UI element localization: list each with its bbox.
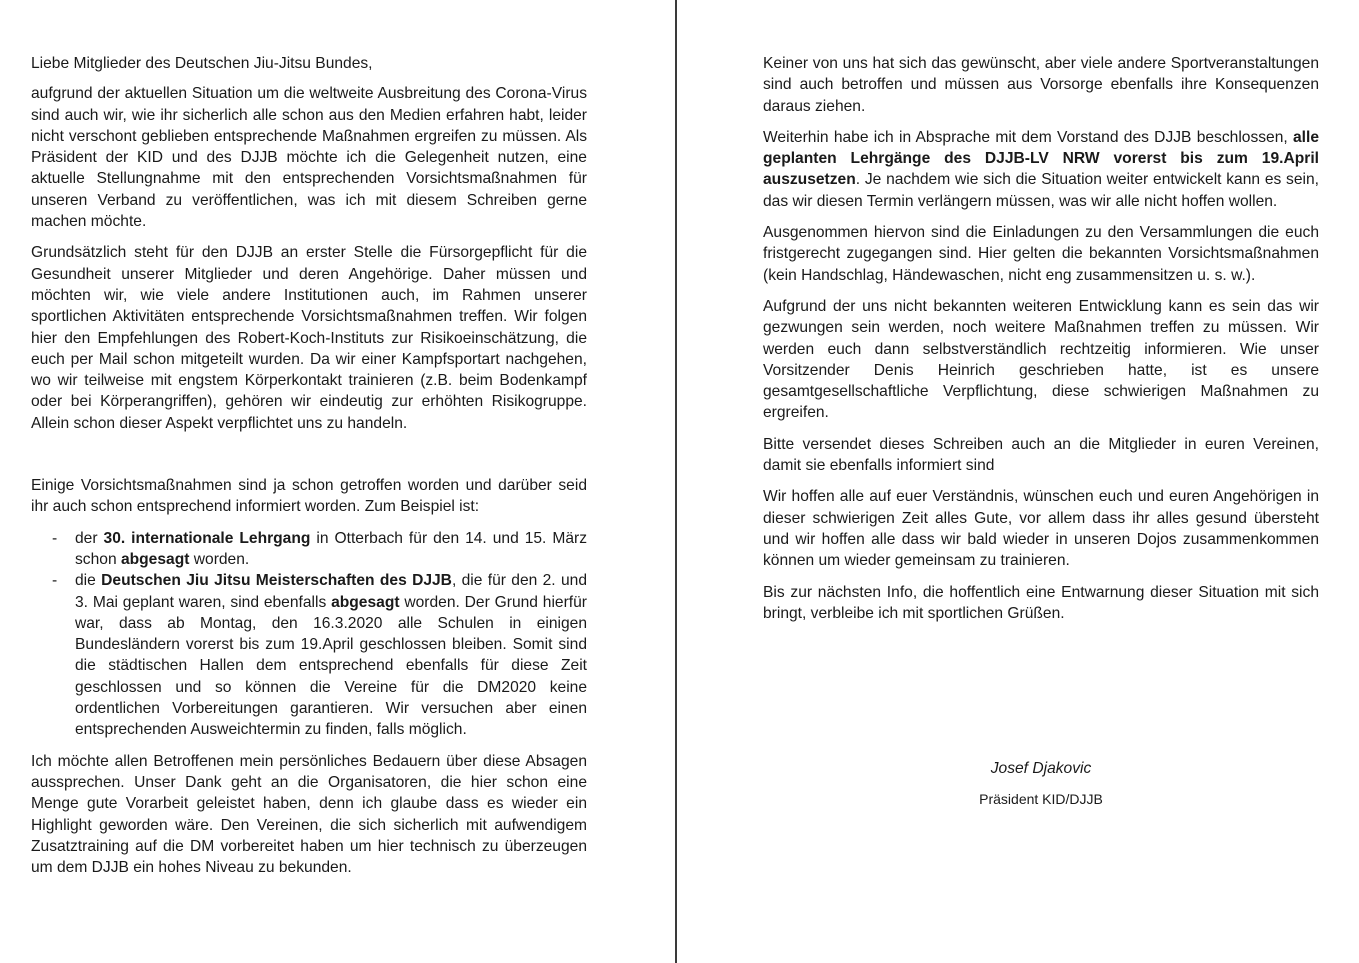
paragraph-measures: Einige Vorsichtsmaßnahmen sind ja schon getroffen worden und darüber seid ihr auch schon entsprechend informiert worden. Zum Beispiel ist: [31, 477, 587, 516]
signature-title: Präsident KID/DJJB [979, 791, 1103, 807]
paragraph-closing: Bis zur nächsten Info, die hoffentlich eine Entwarnung dieser Situation mit sich bringt, verbleibe ich mit sportlichen Grüßen. [763, 583, 1319, 622]
decision-bold-text: alle geplanten Lehrgänge des DJJB-LV NRW vorerst bis zum 19.April auszusetzen [763, 128, 1319, 189]
greeting: Liebe Mitglieder des Deutschen Jiu-Jitsu Bundes, [31, 55, 373, 72]
list-text: die [75, 572, 102, 590]
cancellation-list [31, 528, 587, 741]
paragraph-exceptions: Ausgenommen hiervon sind die Einladungen zu den Versammlungen die euch fristgerecht zugegangen sind. Hier gelten die bekannten Vorsichtsmaßnahmen (kein Handschlag, Händewaschen, nicht eng zusammensitzen u. s. w.). [763, 224, 1319, 284]
paragraph-forward-request: Bitte versendet dieses Schreiben auch an die Mitglieder in euren Vereinen, damit sie ebenfalls informiert sind [763, 435, 1319, 475]
decision-text: Weiterhin habe ich in Absprache mit dem Vorstand des DJJB beschlossen, [763, 128, 1293, 146]
paragraph-regret: Ich möchte allen Betroffenen mein persönliches Bedauern über diese Absagen aussprechen. Unser Dank geht an die Organisatoren, die hier schon eine Menge gute Vorarbeit geleistet haben, denn ich glaube dass es wieder ein Highlight geworden wäre. Den Vereinen, die sich sicherlich mit aufwendigem Zusatztraining auf die DM vorbereitet haben um hier technisch zu überzeugen um dem DJJB ein hohes Niveau zu bekunden. [31, 752, 587, 877]
page-divider [675, 0, 677, 963]
paragraph-further-development: Aufgrund der uns nicht bekannten weiteren Entwicklung kann es sein das wir gezwungen sein werden, noch weitere Maßnahmen treffen zu müssen. Wir werden euch dann selbstverständlich rechtzeitig informieren. Wie unser Vorsitzender Denis Heinrich geschrieben hatte, ist es unsere gesamtgesellschaftliche Verpflichtung, diese schwierigen Maßnahmen zu ergreifen. [763, 297, 1319, 422]
list-text: , die für den 2. und 3. Mai geplant waren, sind ebenfalls [75, 572, 587, 611]
list-dash: - [52, 572, 58, 590]
list-item [31, 570, 587, 740]
list-text: worden. [189, 550, 250, 568]
list-item [31, 528, 587, 571]
signature-name: Josef Djakovic [990, 760, 1092, 777]
list-text: der [75, 529, 104, 547]
left-column [31, 53, 587, 888]
list-bold-text: abgesagt [331, 593, 400, 611]
paragraph-other-events: Keiner von uns hat sich das gewünscht, aber viele andere Sportveranstaltungen sind auch betroffen und müssen aus Vorsorge ebenfalls ihre Konsequenzen daraus ziehen. [763, 55, 1319, 115]
paragraph-wishes: Wir hoffen alle auf euer Verständnis, wünschen euch und euren Angehörigen in dieser schwierigen Zeit alles Gute, vor allem dass ihr alles gesund übersteht und wir hoffen alle dass wir bald wieder in unseren Dojos zusammenkommen können um wieder gemeinsam zu trainieren. [763, 488, 1319, 570]
list-dash: - [52, 529, 58, 547]
spacer [31, 444, 587, 475]
paragraph-care-duty: Grundsätzlich steht für den DJJB an erster Stelle die Fürsorgepflicht für die Gesundheit unserer Mitglieder und deren Angehörige. Daher müssen und möchten wir, wie viele andere Institutionen auch, im Rahmen unserer sportlichen Aktivitäten entsprechende Vorsichtsmaßnahmen treffen. Wir folgen hier den Empfehlungen des Robert-Koch-Instituts zur Risikoeinschätzung, die euch per Mail schon mitgeteilt wurden. Da wir einer Kampfsportart nachgehen, wo wir teilweise mit engstem Körperkontakt trainieren (z.B. beim Bodenkampf oder bei Körperangriffen), gehören wir eindeutig zur erhöhten Risikogruppe. Allein schon dieser Aspekt verpflichtet uns zu handeln. [31, 244, 587, 432]
right-column [763, 53, 1319, 634]
list-text: worden. Der Grund hierfür war, dass ab Montag, den 16.3.2020 alle Schulen in einigen Bundesländern vorerst bis zum 19.April geschlossen bleiben. Somit sind die städtischen Hallen dem entsprechend ebenfalls für diese Zeit geschlossen und so können die Vereine für die DM2020 keine ordentlichen Vorbereitungen garantieren. Wir versuchen aber einen entsprechenden Ausweichtermin zu finden, falls möglich. [75, 593, 587, 739]
decision-text: . Je nachdem wie sich die Situation weiter entwickelt kann es sein, das wir diesen Termin verlängern müssen, was wir alle nicht hoffen wollen. [763, 171, 1319, 210]
list-bold-text: 30. internationale Lehrgang [103, 529, 311, 547]
list-bold-text: Deutschen Jiu Jitsu Meisterschaften des DJJB [101, 572, 452, 590]
list-bold-text: abgesagt [120, 550, 190, 568]
paragraph-intro: aufgrund der aktuellen Situation um die weltweite Ausbreitung des Corona-Virus sind auch wir, wie ihr sicherlich alle schon aus den Medien erfahren habt, leider nicht verschont geblieben entsprechende Maßnahmen ergreifen zu müssen. Als Präsident der KID und des DJJB möchte ich die Gelegenheit nutzen, eine aktuelle Stellungnahme mit den entsprechenden Vorsichtsmaßnahmen für unseren Verband zu veröffentlichen, was ich mit diesem Schreiben gerne machen möchte. [31, 85, 587, 231]
list-text: in Otterbach für den 14. und 15. März schon [75, 529, 588, 568]
paragraph-decision [763, 127, 1319, 212]
